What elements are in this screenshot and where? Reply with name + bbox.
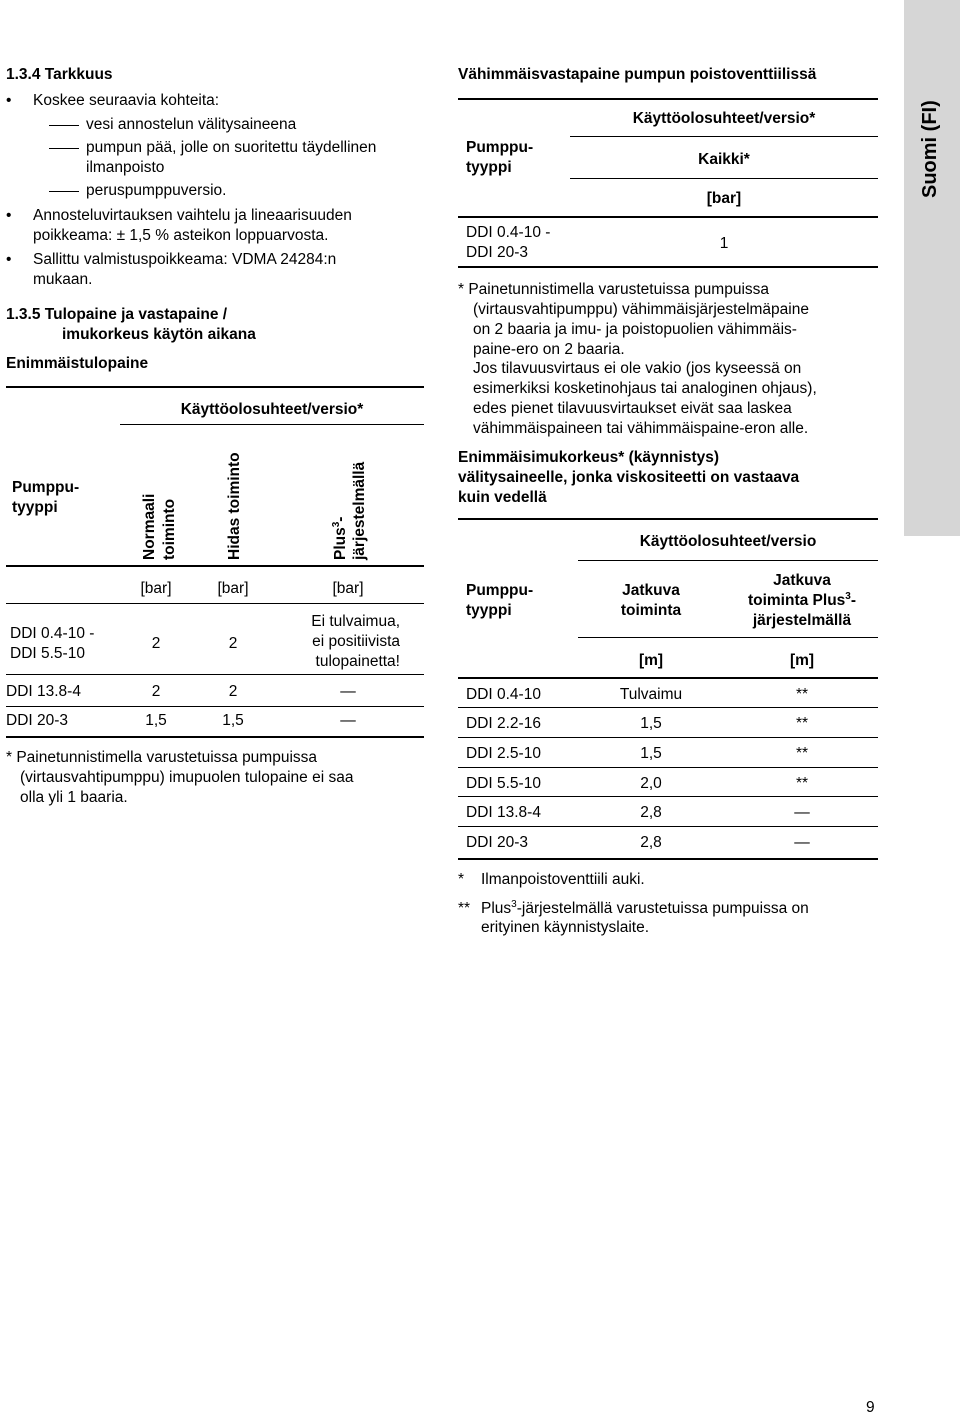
table-rule [458, 266, 878, 268]
table1-row2-slow: 2 [228, 683, 238, 700]
table3-pump-header: Pumppu- [466, 582, 534, 599]
max-suction-title-cont2: kuin vedellä [458, 489, 547, 506]
table-rule [6, 674, 424, 675]
table3-row-plus3: ** [795, 775, 809, 792]
language-label: Suomi (FI) [919, 100, 941, 198]
table1-row1-pump: DDI 0.4-10 - [10, 625, 95, 642]
table1-note-cont2: olla yli 1 baaria. [20, 789, 128, 806]
table1-pump-header-cont: tyyppi [12, 499, 58, 516]
plus-label: Plus [481, 900, 512, 917]
table3-col-plus3-cont2: järjestelmällä [752, 612, 852, 629]
dash-marker [49, 148, 79, 149]
table3-col-plus3: Jatkuva [773, 572, 831, 589]
table3-row-continuous: 2,8 [640, 804, 662, 821]
table-rule [458, 98, 878, 100]
table1-row1-normal: 2 [151, 635, 161, 652]
table3-row-pump: DDI 2.5-10 [466, 745, 541, 762]
max-suction-title-cont: välitysaineelle, jonka viskositeetti on vastaava [458, 469, 800, 486]
table1-unit-slow: [bar] [217, 580, 249, 597]
table3-col-continuous-cont: toiminta [620, 602, 682, 619]
table2-unit: [bar] [706, 190, 742, 207]
dash-marker [49, 191, 79, 192]
section-1-3-5-title: 1.3.5 Tulopaine ja vastapaine / [6, 306, 228, 323]
table3-row-pump: DDI 20-3 [466, 834, 529, 851]
table-rule [458, 737, 878, 738]
table3-row-pump: DDI 5.5-10 [466, 775, 541, 792]
pressure-note-cont: on 2 baaria ja imu- ja poistopuolien vähimmäis- [473, 321, 797, 338]
table3-row-plus3: ** [795, 715, 809, 732]
dash-label: - [850, 592, 857, 609]
bullet-dosing-variation-cont: poikkeama: ± 1,5 % asteikon loppuarvosta. [33, 227, 329, 244]
footnote-plus3-text: -järjestelmällä varustetuissa pumpuissa on [516, 900, 809, 917]
table1-col-normal: Normaali [141, 493, 158, 560]
pressure-note-cont: paine-ero on 2 baaria. [473, 341, 625, 358]
dash-item-pump-head: pumpun pää, jolle on suoritettu täydellinen [86, 139, 377, 156]
min-back-pressure-title: Vähimmäisvastapaine pumpun poistoventtiilissä [458, 66, 817, 83]
bullet-tolerance-cont: mukaan. [33, 271, 93, 288]
table3-col-plus3-cont [720, 591, 884, 611]
footnote-mark: ** [458, 900, 471, 917]
pressure-note-cont: Jos tilavuusvirtaus ei ole vakio (jos kyseessä on [473, 360, 802, 377]
table3-col-continuous: Jatkuva [622, 582, 680, 599]
bullet-applies: Koskee seuraavia kohteita: [33, 92, 220, 109]
footnote-venting: Ilmanpoistoventtiili auki. [481, 871, 645, 888]
bullet-marker: • [6, 207, 12, 224]
table3-row-plus3: ** [795, 745, 809, 762]
bullet-marker: • [6, 92, 12, 109]
footnote-plus3-cont: erityinen käynnistyslaite. [481, 919, 649, 936]
table1-row1-plus3: Ei tulvaimua, [311, 613, 400, 630]
table3-row-plus3: — [794, 834, 810, 851]
superscript-3: 3 [511, 898, 517, 910]
table1-note: * Painetunnistimella varustetuissa pumpuissa [6, 749, 318, 766]
table2-pump-header: Pumppu- [466, 139, 534, 156]
table1-row2-plus3: — [340, 683, 356, 700]
table3-unit-continuous: [m] [638, 652, 664, 669]
plus-label: Plus [332, 527, 349, 560]
bullet-marker: • [6, 251, 12, 268]
table1-row1-plus3-cont2: tulopainetta! [315, 653, 400, 670]
table-rule [458, 518, 878, 520]
max-suction-title: Enimmäisimukorkeus* (käynnistys) [458, 449, 720, 466]
table2-row-pump: DDI 0.4-10 - [466, 224, 551, 241]
table1-col-slow: Hidas toiminto [226, 452, 243, 560]
table3-row-continuous: 2,0 [640, 775, 662, 792]
table-rule [120, 424, 424, 425]
page-number: 9 [866, 1399, 875, 1416]
table3-row-continuous: 1,5 [640, 745, 662, 762]
section-1-3-4-title: 1.3.4 Tarkkuus [6, 66, 113, 83]
table-rule [458, 677, 878, 679]
dash-item-pump-head-cont: ilmanpoisto [86, 159, 165, 176]
table3-row-continuous: 1,5 [640, 715, 662, 732]
table1-row2-pump: DDI 13.8-4 [6, 683, 81, 700]
table-rule [6, 603, 424, 604]
table2-pump-header-cont: tyyppi [466, 159, 512, 176]
table1-row1-plus3-cont: ei positiivista [312, 633, 400, 650]
table3-row-plus3: ** [795, 686, 809, 703]
table1-row3-plus3: — [340, 712, 356, 729]
pressure-note-cont: (virtausvahtipumppu) vähimmäisjärjestelmäpaine [473, 301, 809, 318]
table-rule [578, 560, 878, 561]
pressure-note: * Painetunnistimella varustetuissa pumpuissa [458, 281, 770, 298]
bullet-tolerance: Sallittu valmistuspoikkeama: VDMA 24284:n [33, 251, 337, 268]
table3-row-pump: DDI 0.4-10 [466, 686, 541, 703]
table3-unit-plus3: [m] [789, 652, 815, 669]
pressure-note-cont: vähimmäispaineen tai vähimmäispaine-eron alle. [473, 420, 809, 437]
table-rule [6, 565, 424, 567]
section-1-3-5-title-cont: imukorkeus käytön aikana [62, 326, 256, 343]
table-rule [570, 178, 878, 179]
table1-group-header: Käyttöolosuhteet/versio* [180, 401, 364, 418]
table-rule [458, 826, 878, 827]
language-tab [904, 0, 960, 536]
table-rule [578, 637, 878, 638]
superscript-3: 3 [845, 590, 851, 602]
table-rule [570, 136, 878, 137]
dash-marker [49, 125, 79, 126]
table1-note-cont: (virtausvahtipumppu) imupuolen tulopaine ei saa [20, 769, 354, 786]
table1-col-plus3-cont: järjestelmällä [351, 461, 368, 560]
table2-group-header: Käyttöolosuhteet/versio* [632, 110, 816, 127]
table-rule [6, 706, 424, 707]
table-rule [458, 796, 878, 797]
dash-label: - [332, 516, 349, 522]
table-rule [458, 858, 878, 860]
table2-row-value: 1 [719, 235, 729, 252]
table1-unit-plus3: [bar] [332, 580, 364, 597]
pressure-note-cont: edes pienet tilavuusvirtaukset eivät saa laskea [473, 400, 792, 417]
footnote-plus3 [481, 899, 809, 919]
footnote-mark: * [458, 871, 465, 888]
table1-row2-normal: 2 [151, 683, 161, 700]
table2-all-header: Kaikki* [698, 151, 750, 168]
table-rule [458, 767, 878, 768]
table-rule [458, 216, 878, 218]
table1-row3-slow: 1,5 [222, 712, 244, 729]
table1-unit-normal: [bar] [140, 580, 172, 597]
table1-pump-header: Pumppu- [12, 479, 80, 496]
table1-col-plus3 [331, 517, 351, 560]
table3-row-pump: DDI 13.8-4 [466, 804, 541, 821]
table3-group-header: Käyttöolosuhteet/versio [639, 533, 817, 550]
max-inlet-pressure-title: Enimmäistulopaine [6, 355, 149, 372]
table-rule [458, 707, 878, 708]
table1-row3-normal: 1,5 [145, 712, 167, 729]
table3-row-plus3: — [794, 804, 810, 821]
dash-item-water: vesi annostelun välitysaineena [86, 116, 297, 133]
plus-label: toiminta Plus [747, 592, 846, 609]
table-rule [6, 736, 424, 738]
table2-row-pump-cont: DDI 20-3 [466, 244, 529, 261]
table3-pump-header-cont: tyyppi [466, 602, 512, 619]
table-rule [6, 386, 424, 388]
table3-row-pump: DDI 2.2-16 [466, 715, 541, 732]
superscript-3: 3 [330, 521, 342, 528]
table1-row1-slow: 2 [228, 635, 238, 652]
table1-col-normal-cont: toiminto [161, 498, 178, 560]
table3-row-continuous: Tulvaimu [619, 686, 683, 703]
pressure-note-cont: esimerkiksi kosketinohjaus tai analoginen ohjaus), [473, 380, 817, 397]
dash-item-base-version: peruspumppuversio. [86, 182, 227, 199]
table1-row3-pump: DDI 20-3 [6, 712, 69, 729]
table1-row1-pump-cont: DDI 5.5-10 [10, 645, 85, 662]
table3-row-continuous: 2,8 [640, 834, 662, 851]
bullet-dosing-variation: Annosteluvirtauksen vaihtelu ja lineaarisuuden [33, 207, 352, 224]
